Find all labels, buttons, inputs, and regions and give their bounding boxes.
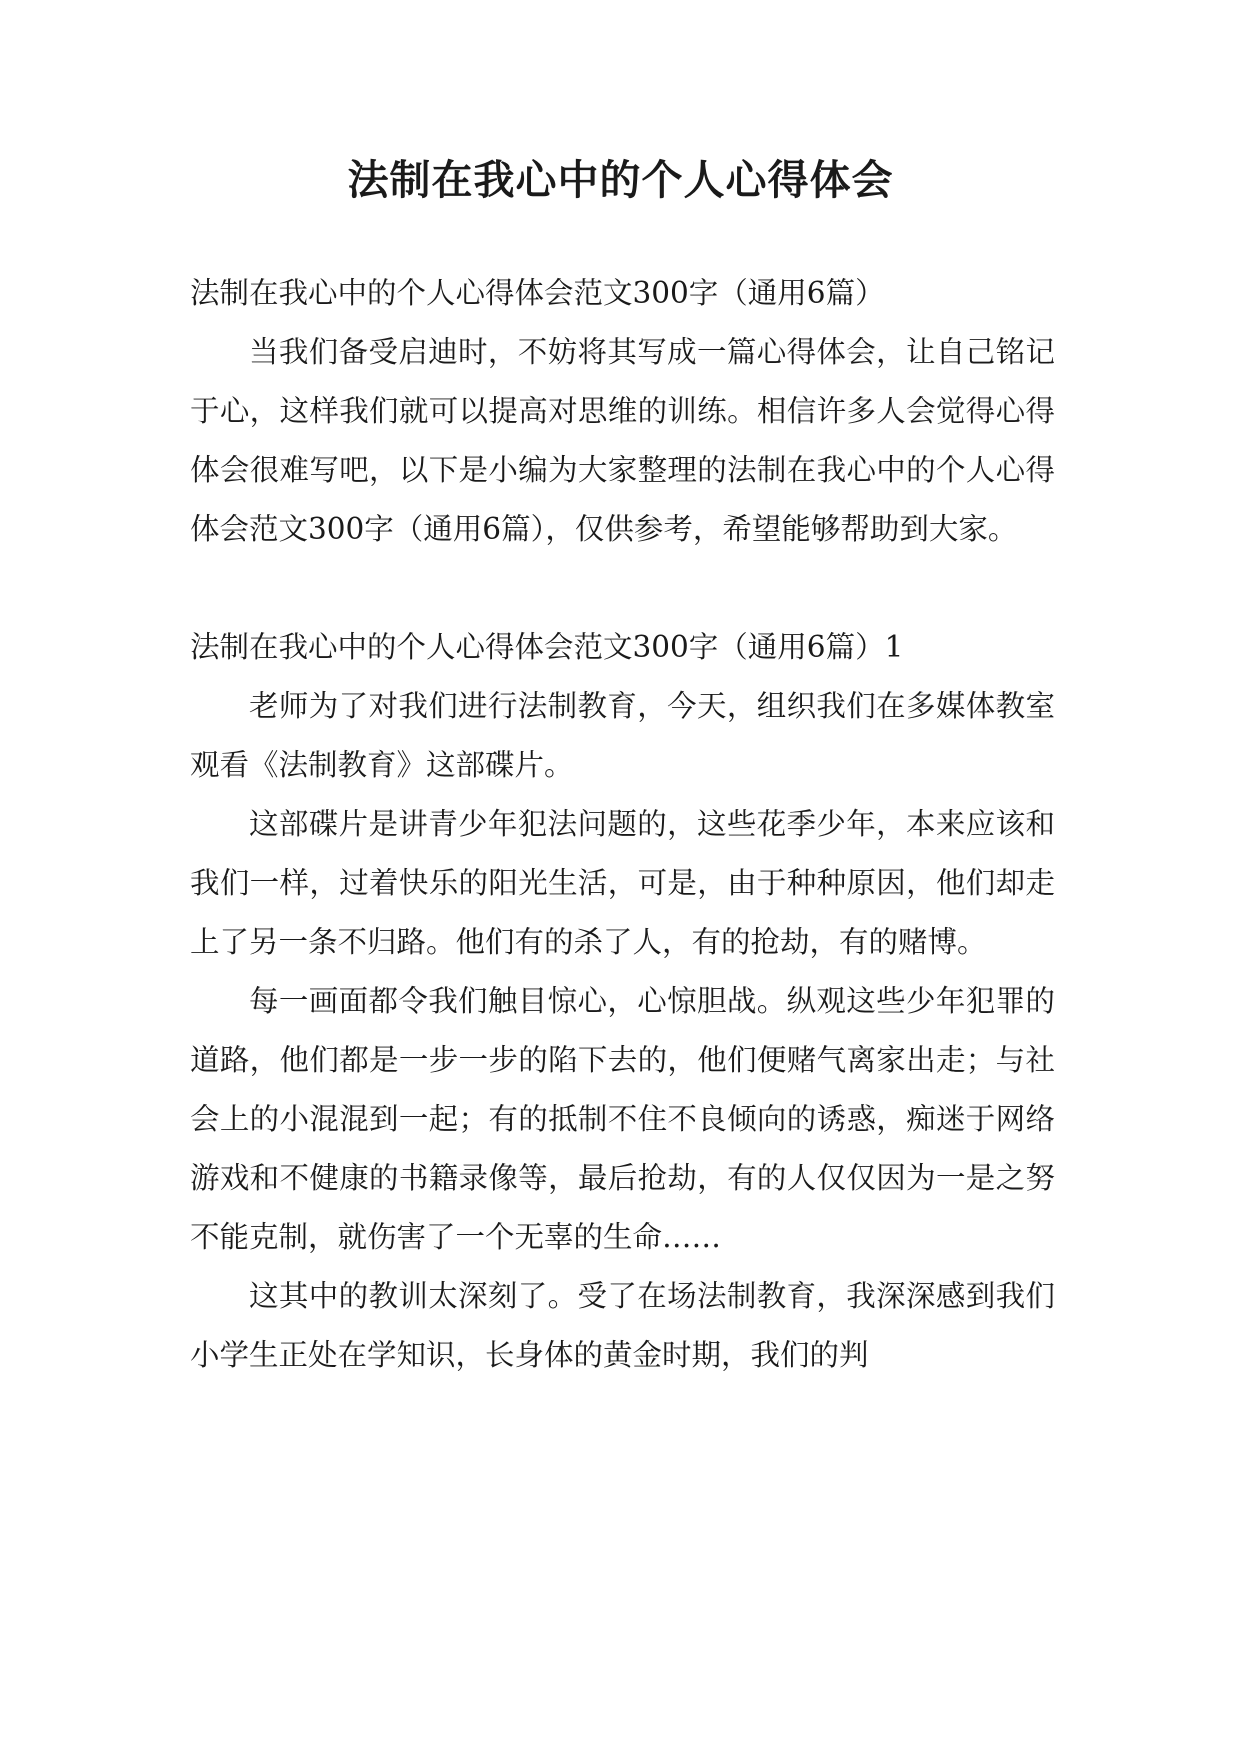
intro-paragraph: 当我们备受启迪时，不妨将其写成一篇心得体会，让自己铭记于心，这样我们就可以提高对思维的训练。相信许多人会觉得心得体会很难写吧，以下是小编为大家整理的法制在我心中的个人心得体会范文300字（通用6篇），仅供参考，希望能够帮助到大家。 bbox=[190, 335, 1055, 546]
document-body bbox=[190, 264, 1055, 1385]
document-title: 法制在我心中的个人心得体会 bbox=[347, 156, 894, 204]
section-spacer bbox=[190, 559, 1055, 618]
body-paragraph: 每一画面都令我们触目惊心，心惊胆战。纵观这些少年犯罪的道路，他们都是一步一步的陷下去的，他们便赌气离家出走；与社会上的小混混到一起；有的抵制不住不良倾向的诱惑，痴迷于网络游戏和不健康的书籍录像等，最后抢劫，有的人仅仅因为一是之努不能克制，就伤害了一个无辜的生命…… bbox=[190, 984, 1055, 1254]
body-paragraph: 这其中的教训太深刻了。受了在场法制教育，我深深感到我们小学生正处在学知识，长身体的黄金时期，我们的判 bbox=[190, 1279, 1055, 1372]
document-subtitle: 法制在我心中的个人心得体会范文300字（通用6篇） bbox=[190, 276, 885, 310]
body-paragraph: 这部碟片是讲青少年犯法问题的，这些花季少年，本来应该和我们一样，过着快乐的阳光生活，可是，由于种种原因，他们却走上了另一条不归路。他们有的杀了人，有的抢劫，有的赌博。 bbox=[190, 807, 1055, 959]
body-paragraph: 老师为了对我们进行法制教育，今天，组织我们在多媒体教室观看《法制教育》这部碟片。 bbox=[190, 689, 1055, 782]
section-heading: 法制在我心中的个人心得体会范文300字（通用6篇）1 bbox=[190, 630, 904, 664]
